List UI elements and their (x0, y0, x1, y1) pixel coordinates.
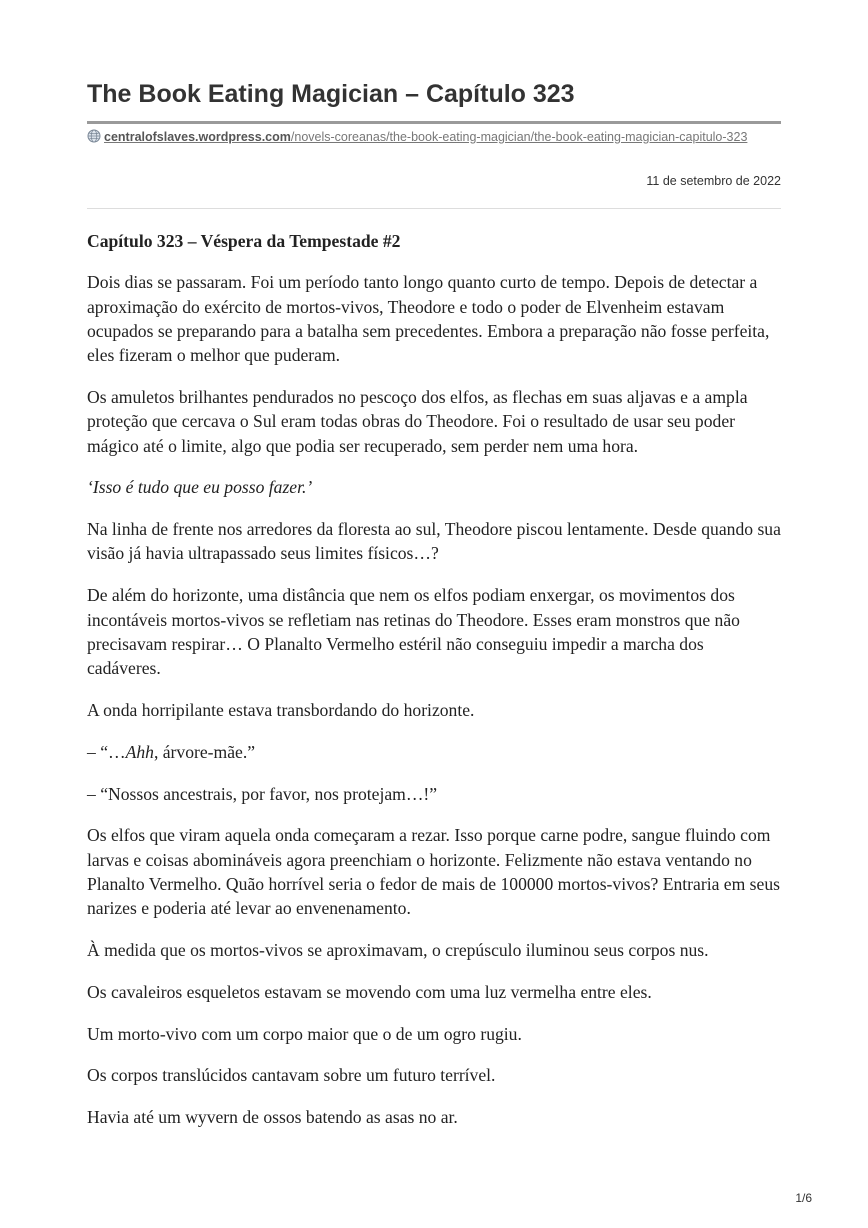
chapter-heading: Capítulo 323 – Véspera da Tempestade #2 (87, 231, 401, 251)
source-path[interactable]: /novels-coreanas/the-book-eating-magician/the-book-eating-magician-capitulo-323 (290, 130, 748, 144)
paragraph: Os elfos que viram aquela onda começaram a rezar. Isso porque carne podre, sangue fluindo com larvas e coisas abomináveis agora preenchiam o horizonte. Felizmente não estava ventando no Planalto Vermelho. Quão horrível seria o fedor de mais de 100000 mortos-vivos? Entraria em seus narizes e poderia até levar ao envenenamento. (87, 825, 780, 919)
publish-date: 11 de setembro de 2022 (646, 174, 781, 188)
paragraph: Um morto-vivo com um corpo maior que o de um ogro rugiu. (87, 1023, 522, 1044)
header-divider (87, 208, 781, 209)
paragraph: Havia até um wyvern de ossos batendo as asas no ar. (87, 1107, 458, 1128)
page-title: The Book Eating Magician – Capítulo 323 (87, 80, 575, 108)
source-domain[interactable]: centralofslaves.wordpress.com (104, 130, 291, 144)
globe-icon (87, 129, 101, 143)
title-divider (87, 121, 781, 124)
paragraph: Dois dias se passaram. Foi um período tanto longo quanto curto de tempo. Depois de detectar a aproximação do exército de mortos-vivos, Theodore e todo o poder de Elvenheim estavam ocupados se preparando para a batalha sem precedentes. Embora a preparação não fosse perfeita, eles fizeram o melhor que puderam. (87, 272, 770, 366)
paragraph (87, 475, 781, 499)
paragraph: De além do horizonte, uma distância que nem os elfos podiam enxergar, os movimentos dos incontáveis mortos-vivos se refletiam nas retinas do Theodore. Esses eram monstros que não precisavam respirar… O Planalto Vermelho estéril não conseguiu impedir a marcha dos cadáveres. (87, 585, 740, 679)
paragraph: Na linha de frente nos arredores da floresta ao sul, Theodore piscou lentamente. Desde quando sua visão já havia ultrapassado seus limites físicos…? (87, 519, 781, 564)
paragraph: À medida que os mortos-vivos se aproximavam, o crepúsculo iluminou seus corpos nus. (87, 940, 709, 961)
dialogue-line: – “Nossos ancestrais, por favor, nos protejam…!” (87, 783, 438, 804)
source-link[interactable] (87, 129, 781, 146)
thought-text: ‘Isso é tudo que eu posso fazer.’ (87, 477, 313, 498)
paragraph: A onda horripilante estava transbordando do horizonte. (87, 699, 475, 720)
dialogue-line: – “…Ahh, árvore-mãe.” (87, 741, 256, 762)
paragraph: Os cavaleiros esqueletos estavam se movendo com uma luz vermelha entre eles. (87, 981, 652, 1002)
article-body (87, 229, 781, 1147)
paragraph: Os amuletos brilhantes pendurados no pescoço dos elfos, as flechas em suas aljavas e a ampla proteção que cercava o Sul eram todas obras do Theodore. Foi o resultado de usar seu poder mágico até o limite, algo que podia ser recuperado, sem perder nem uma hora. (87, 386, 748, 456)
paragraph: Os corpos translúcidos cantavam sobre um futuro terrível. (87, 1065, 496, 1086)
page-number: 1/6 (795, 1191, 812, 1205)
